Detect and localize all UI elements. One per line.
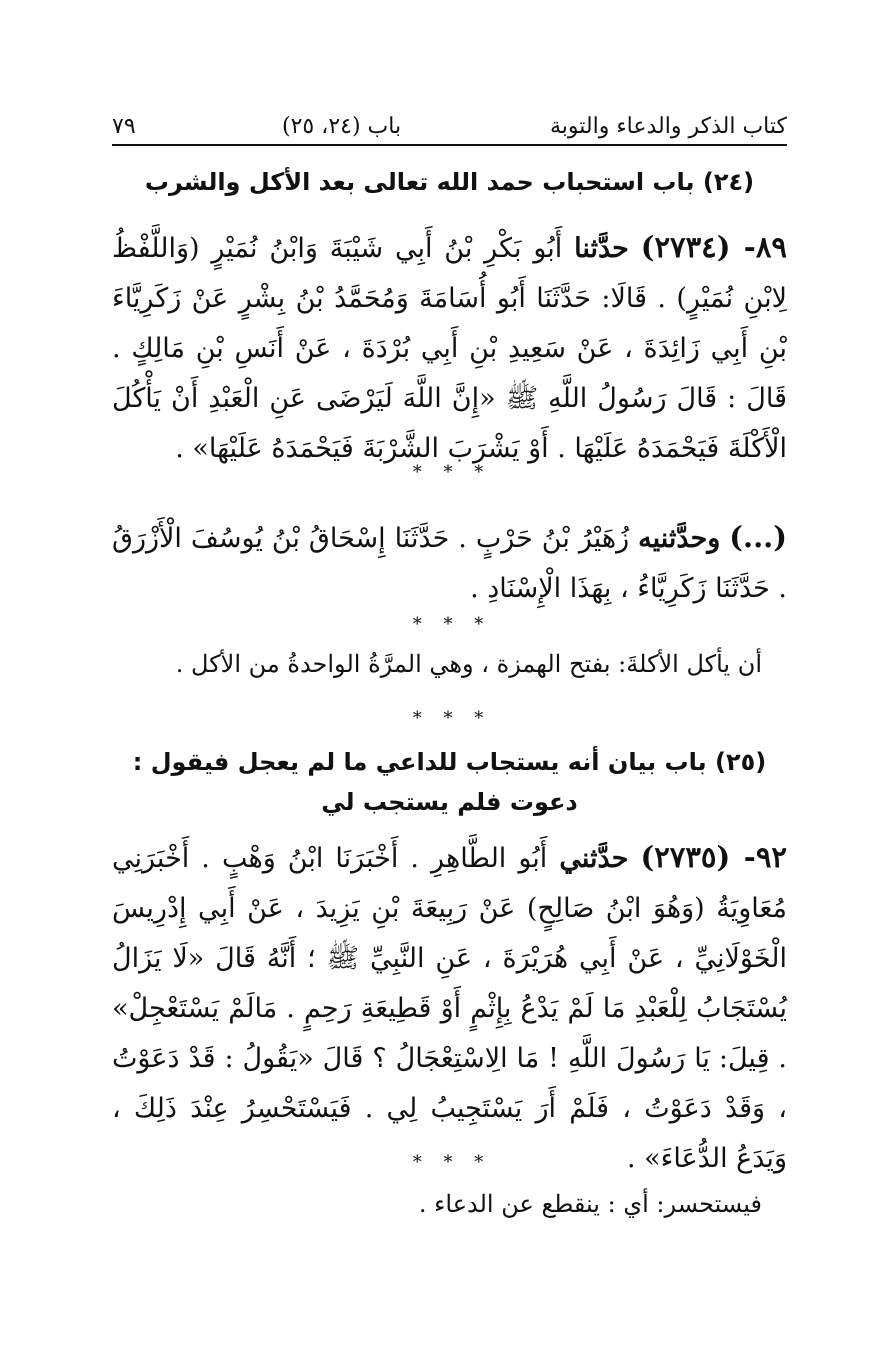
chapter-24-title: (٢٤) باب استحباب حمد الله تعالى بعد الأكل والشرب [144,168,755,196]
hadith-text: أَبُو الطَّاهِرِ . أَخْبَرَنَا ابْنُ وَهْبٍ . أَخْبَرَنِي مُعَاوِيَةُ (وَهُوَ ابْنُ صَالِحٍ) عَنْ رَبِيعَةَ بْنِ يَزِيدَ ، عَنْ أَبِي إِدْرِيسَ الْخَوْلَانِيِّ ، عَنْ أَبِي هُرَيْرَةَ ، عَنِ النَّبِيِّ ﷺ ؛ أَنَّهُ قَالَ «لَا يَزَالُ يُسْتَجَابُ لِلْعَبْدِ مَا لَمْ يَدْعُ بِإِثْمٍ أَوْ قَطِيعَةِ رَحِمٍ . مَالَمْ يَسْتَعْجِلْ» . قِيلَ: يَا رَسُولَ اللَّهِ ! مَا الِاسْتِعْجَالُ ؟ قَالَ «يَقُولُ : قَدْ دَعَوْتُ ، وَقَدْ دَعَوْتُ ، فَلَمْ أَرَ يَسْتَجِيبُ لِي . فَيَسْتَحْسِرُ عِنْدَ ذَلِكَ ، وَيَدَعُ الدُّعَاءَ» . [112,843,787,1174]
explanatory-note: أن يأكل الأكلةَ: بفتح الهمزة ، وهي المرَّةُ الواحدةُ من الأكل . [175,650,762,678]
book-title: كتاب الذكر والدعاء والتوبة [549,114,787,139]
hadith-narration-word: حدَّثني [559,843,629,874]
hadith-narration-word: حدَّثنا [574,233,629,264]
separator: * * * [412,708,492,729]
hadith-text: أَبُو بَكْرِ بْنُ أَبِي شَيْبَةَ وَابْنُ نُمَيْرٍ (وَاللَّفْظُ لِابْنِ نُمَيْرٍ) . قَالَا: حَدَّثَنَا أَبُو أُسَامَةَ وَمُحَمَّدُ بْنُ بِشْرٍ عَنْ زَكَرِيَّاءَ بْنِ أَبِي زَائِدَةَ ، عَنْ سَعِيدِ بْنِ أَبِي بُرْدَةَ ، عَنْ أَنَسِ بْنِ مَالِكٍ . قَالَ : قَالَ رَسُولُ اللَّهِ ﷺ «إِنَّ اللَّهَ لَيَرْضَى عَنِ الْعَبْدِ أَنْ يَأْكُلَ الْأَكْلَةَ فَيَحْمَدَهُ عَلَيْهَا . أَوْ يَشْرَبَ الشَّرْبَةَ فَيَحْمَدَهُ عَلَيْهَا» . [112,233,787,464]
chapter-25-title: (٢٥) باب بيان أنه يستجاب للداعي ما لم يعجل فيقول : دعوت فلم يستجب لي [132,748,767,816]
explanatory-note: فيستحسر: أي : ينقطع عن الدعاء . [418,1190,762,1218]
hadith-number: ٨٩- (٢٧٣٤) [640,230,787,264]
hadith-92 [112,832,787,1184]
hadith-narration-word: وحدَّثنيه [638,523,721,554]
page-number: ٧٩ [112,114,136,139]
running-header [112,112,787,146]
hadith-89 [112,222,787,474]
separator: * * * [412,462,492,483]
hadith-text: زُهَيْرُ بْنُ حَرْبٍ . حَدَّثَنَا إِسْحَاقُ بْنُ يُوسُفَ الْأَزْرَقُ . حَدَّثَنَا زَكَرِيَّاءُ ، بِهَذَا الْإِسْنَادِ . [112,523,787,604]
hadith-number: (...) [729,520,787,554]
chapter-reference: باب (٢٤، ٢٥) [282,114,402,139]
hadith-89-variant [112,512,787,614]
separator: * * * [412,614,492,635]
hadith-number: ٩٢- (٢٧٣٥) [640,840,787,874]
separator: * * * [412,1152,492,1173]
